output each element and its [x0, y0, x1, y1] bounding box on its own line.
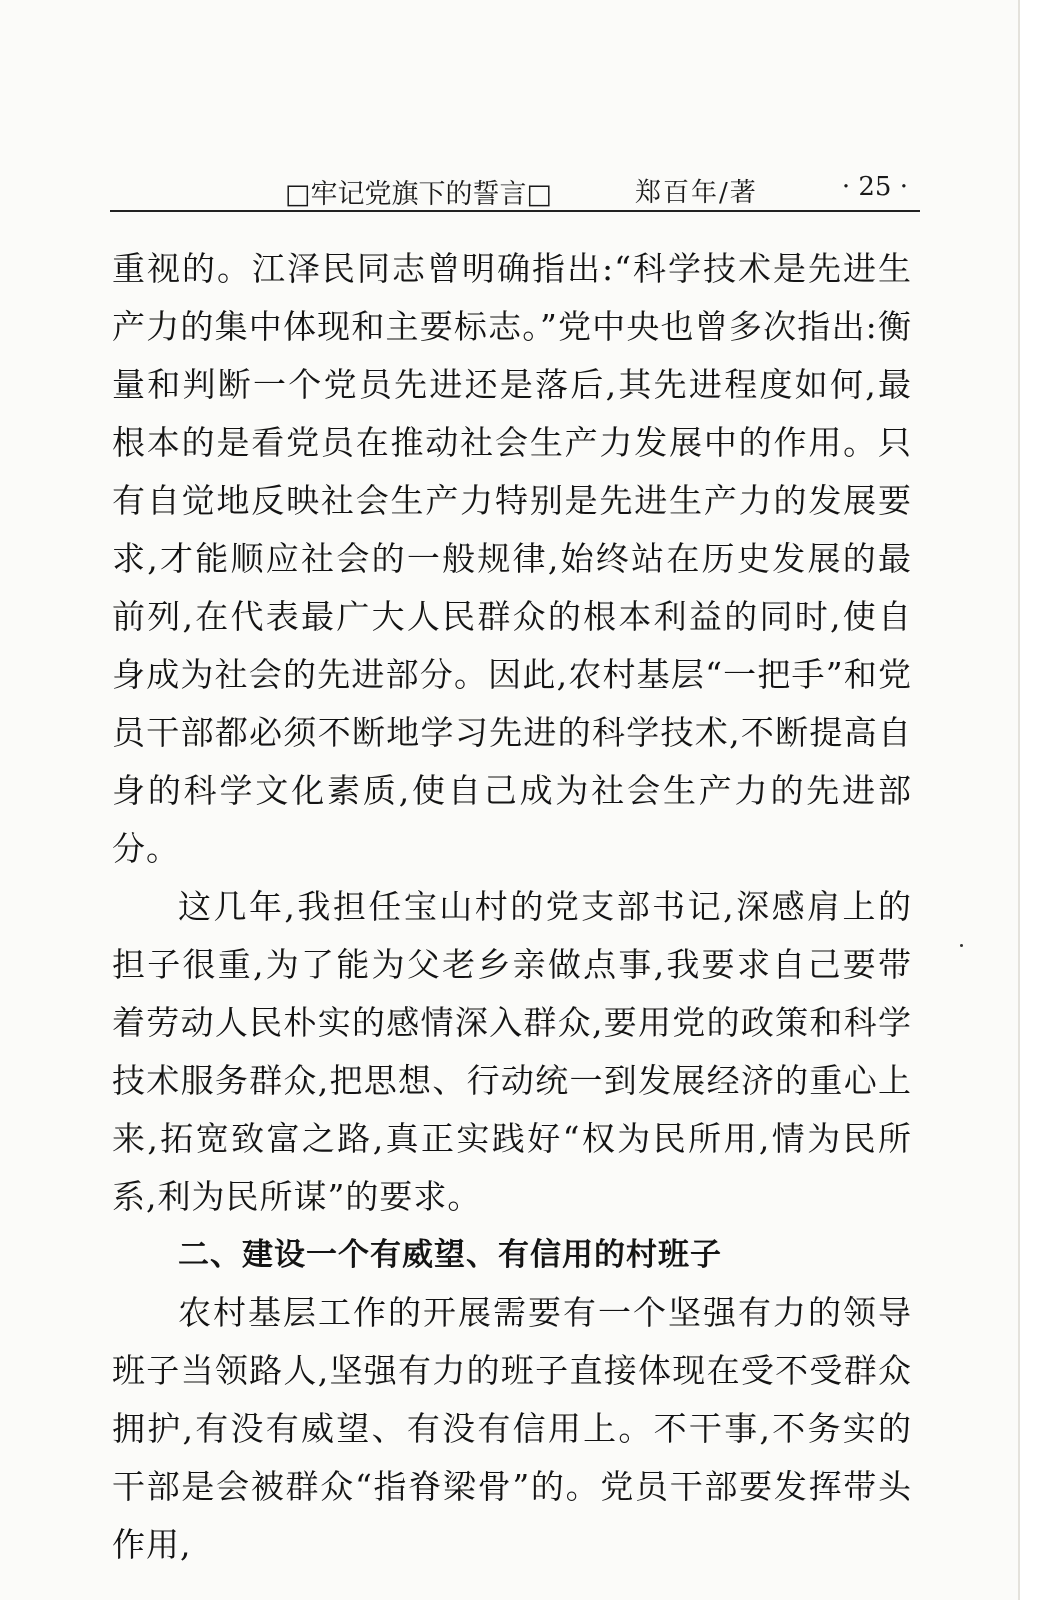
running-header	[110, 168, 920, 212]
section-heading: 二、建设一个有威望、有信用的村班子	[178, 1237, 722, 1273]
paragraph: 农村基层工作的开展需要有一个坚强有力的领导班子当领路人,坚强有力的班子直接体现在受不受群众拥护,有没有威望、有没有信用上。不干事,不务实的干部是会被群众“指脊梁骨”的。党员干部要发挥带头作用,	[112, 1293, 912, 1564]
paragraph: 这几年,我担任宝山村的党支部书记,深感肩上的担子很重,为了能为父老乡亲做点事,我要求自己要带着劳动人民朴实的感情深入群众,要用党的政策和科学技术服务群众,把思想、行动统一到发展经济的重心上来,拓宽致富之路,真正实践好“权为民所用,情为民所系,利为民所谋”的要求。	[112, 887, 912, 1216]
paragraph: 重视的。江泽民同志曾明确指出:“科学技术是先进生产力的集中体现和主要标志。”党中央也曾多次指出:衡量和判断一个党员先进还是落后,其先进程度如何,最根本的是看党员在推动社会生产力发展中的作用。只有自觉地反映社会生产力特别是先进生产力的发展要求,才能顺应社会的一般规律,始终站在历史发展的最前列,在代表最广大人民群众的根本利益的同时,使自身成为社会的先进部分。因此,农村基层“一把手”和党员干部都必须不断地学习先进的科学技术,不断提高自身的科学文化素质,使自己成为社会生产力的先进部分。	[112, 249, 912, 868]
author-credit: 郑百年/著	[635, 178, 758, 208]
scan-speck	[960, 944, 963, 947]
header-divider	[110, 210, 920, 212]
book-title: □牢记党旗下的誓言□	[285, 179, 553, 210]
page-number: · 25 ·	[841, 172, 908, 202]
page-body	[112, 240, 912, 1574]
page-margin-edge	[1020, 0, 1048, 1600]
